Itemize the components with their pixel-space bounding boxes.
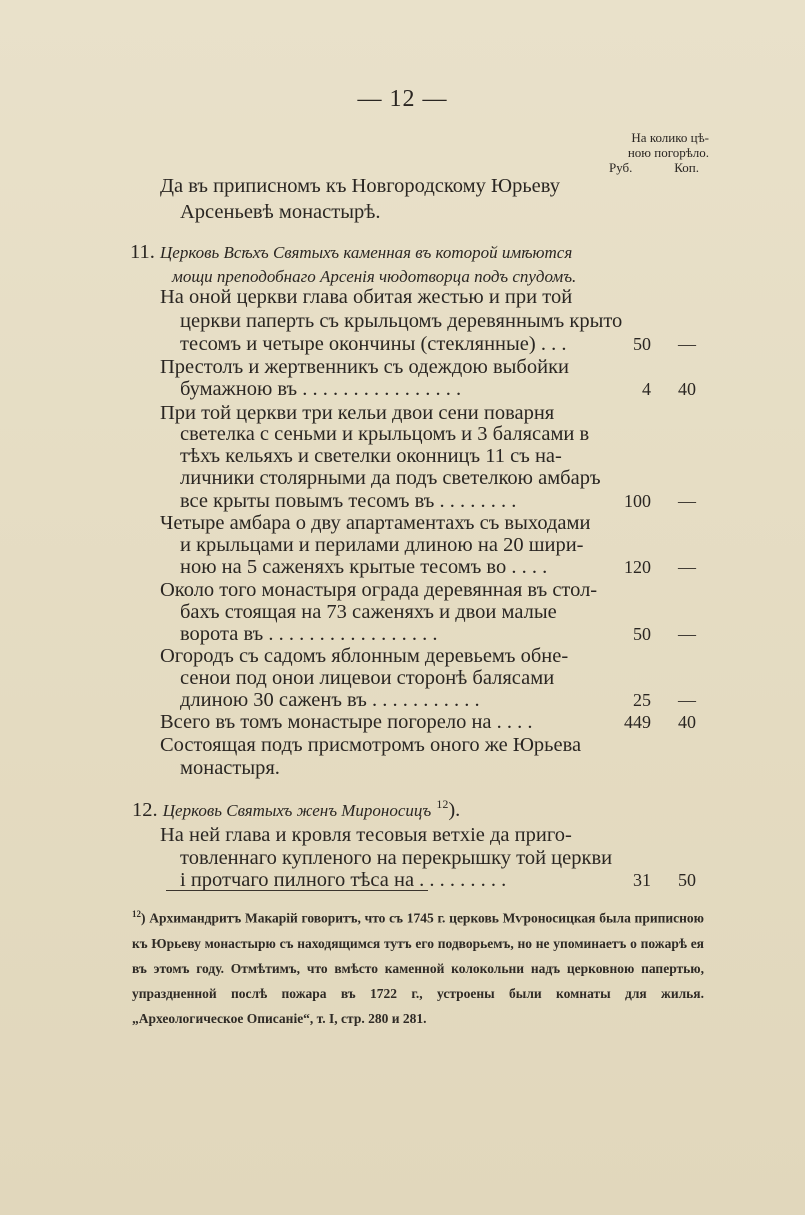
footnote-divider: [166, 890, 428, 891]
section-11-line: все крыты повымъ тесомъ въ . . . . . . . .: [180, 490, 517, 512]
section-11-line: светелка с сеньми и крыльцомъ и 3 балясами в: [180, 423, 590, 445]
intro-line-2: Арсеньевѣ монастырѣ.: [180, 201, 381, 223]
column-header-line-1: На колико цѣ-: [631, 130, 709, 145]
section-12-line: товленнаго купленого на перекрышку той церкви: [180, 847, 613, 869]
value-rub: 4: [642, 379, 651, 399]
section-12-line: і протчаго пилного тѣса на . . . . . . . . .: [180, 869, 507, 891]
column-header-units: [579, 160, 709, 175]
value-rub: 100: [624, 491, 651, 511]
section-11-line: Огородъ съ садомъ яблонным деревьемъ обне-: [160, 645, 569, 667]
value-kop: —: [678, 624, 696, 644]
section-11-line: монастыря.: [180, 757, 280, 779]
section-11-line: тесомъ и четыре окончины (стеклянные) . . .: [180, 333, 567, 355]
page-number: — 12 —: [357, 86, 448, 112]
footnote-mark: 12: [132, 909, 141, 919]
section-11-line: тѣхъ кельяхъ и светелки оконницъ 11 съ на-: [180, 445, 562, 467]
value-kop: 50: [678, 870, 696, 890]
section-12-heading: [132, 792, 460, 823]
section-11-line: При той церкви три кельи двои сени поварня: [160, 402, 555, 424]
section-12-line: На ней глава и кровля тесовыя ветхіе да приго-: [160, 824, 572, 846]
section-11-line: Четыре амбара о дву апартаментахъ съ выходами: [160, 512, 591, 534]
section-12-title-end: ).: [448, 798, 461, 821]
footnote-text: ) Архимандритъ Макарій говоритъ, что съ 1745 г. церковь Мѵроносицкая была приписною къ Юрьеву монастырю съ находящимся тутъ его подворьемъ, но не упоминаетъ о пожарѣ ея въ этомъ году. Отмѣтимъ, что вмѣсто каменной колокольни надъ церковною папертью, упраздненной послѣ пожара въ 1722 г., устроены были комнаты для жилья. „Археологическое Описаніе“, т. I, стр. 280 и 281.: [132, 910, 704, 1026]
value-rub: 31: [633, 870, 651, 890]
section-11-line: Состоящая подъ присмотромъ оного же Юрьева: [160, 734, 582, 756]
section-11-line: церкви паперть съ крыльцомъ деревяннымъ крыто: [180, 310, 623, 332]
section-11-title-line-2: мощи преподобнаго Арсенія чюдотворца подъ спудомъ.: [172, 267, 577, 286]
section-11-line: бахъ стоящая на 73 саженяхъ и двои малые: [180, 601, 557, 623]
section-11-line: ворота въ . . . . . . . . . . . . . . . . .: [180, 623, 438, 645]
total-kop: 40: [678, 712, 696, 732]
total-rub: 449: [624, 712, 651, 732]
value-kop: —: [678, 690, 696, 710]
section-11-line: сенои под онои лицевои сторонѣ балясами: [180, 667, 555, 689]
section-11-number: 11.: [130, 241, 155, 263]
value-kop: 40: [678, 379, 696, 399]
column-header-kop: Коп.: [674, 160, 699, 175]
value-rub: 50: [633, 624, 651, 644]
section-11-line: На оной церкви глава обитая жестью и при той: [160, 286, 573, 308]
column-header: [579, 130, 709, 175]
value-rub: 50: [633, 334, 651, 354]
section-11-line: длиною 30 саженъ въ . . . . . . . . . . .: [180, 689, 480, 711]
section-11-line: Престолъ и жертвенникъ съ одеждою выбойки: [160, 356, 569, 378]
value-kop: —: [678, 491, 696, 511]
intro-line-1: Да въ приписномъ къ Новгородскому Юрьеву: [160, 175, 560, 197]
section-11-total-line: Всего въ томъ монастыре погорело на . . . .: [160, 711, 533, 733]
value-rub: 120: [624, 557, 651, 577]
section-11-heading: [130, 240, 572, 265]
section-11-title-line-1: Церковь Всѣхъ Святыхъ каменная въ которой имѣются: [160, 243, 573, 262]
section-11-line: и крыльцами и перилами длиною на 20 шири-: [180, 534, 584, 556]
value-kop: —: [678, 334, 696, 354]
section-12-footnote-mark: 12: [436, 797, 449, 811]
column-header-line-2: ною погорѣло.: [627, 145, 709, 160]
value-kop: —: [678, 557, 696, 577]
footnote: [132, 902, 704, 1031]
section-12-title: Церковь Святыхъ женъ Мироносицъ: [162, 800, 432, 820]
column-header-rub: Руб.: [609, 160, 633, 175]
section-11-line: личники столярными да подъ светелкою амбаръ: [180, 467, 601, 489]
section-11-line: Около того монастыря ограда деревянная въ стол-: [160, 579, 598, 601]
section-12-number: 12.: [132, 798, 158, 821]
section-11-line: бумажною въ . . . . . . . . . . . . . . . .: [180, 378, 462, 400]
section-11-line: ною на 5 саженяхъ крытые тесомъ во . . . .: [180, 556, 548, 578]
value-rub: 25: [633, 690, 651, 710]
